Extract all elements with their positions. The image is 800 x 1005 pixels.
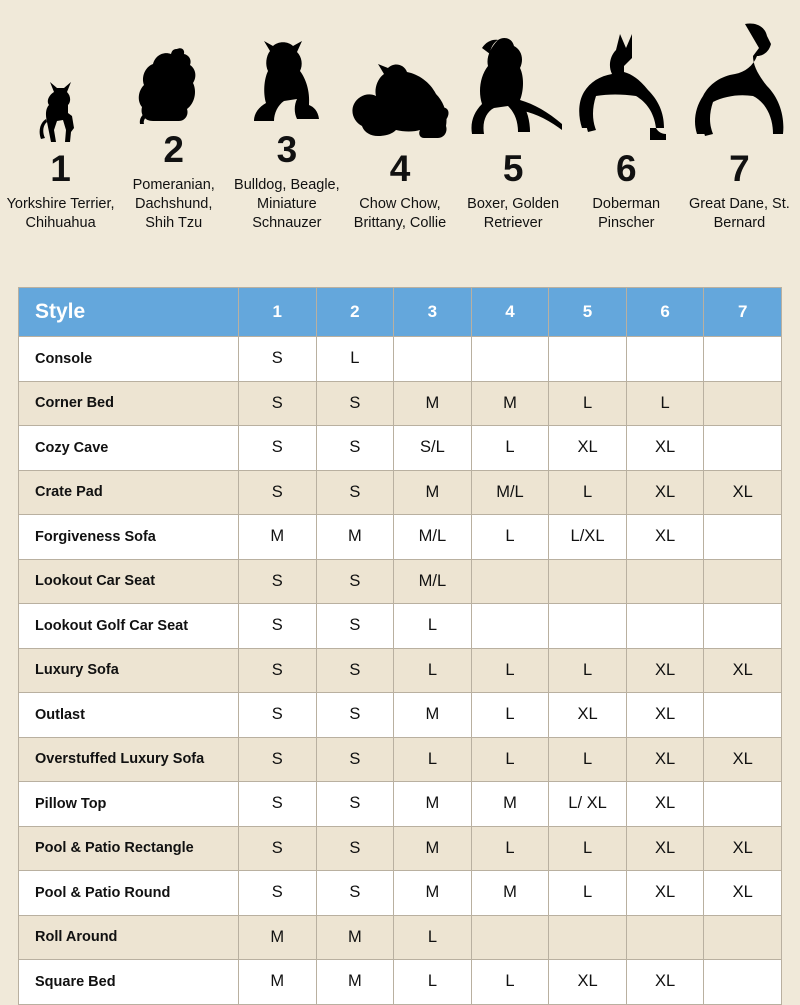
size-cell: XL <box>626 871 704 916</box>
size-cell <box>471 337 549 382</box>
size-cell: M <box>394 693 472 738</box>
dog-silhouette-icon <box>683 19 796 144</box>
size-cell: M <box>394 470 472 515</box>
size-cell: M <box>316 515 394 560</box>
table-header-row <box>19 288 782 337</box>
table-row <box>19 782 782 827</box>
table-row <box>19 337 782 382</box>
size-cell: M <box>394 782 472 827</box>
dog-silhouette-icon <box>117 0 230 125</box>
dog-silhouette-icon <box>230 0 343 125</box>
scale-number: 6 <box>615 148 637 190</box>
size-cell <box>549 604 627 649</box>
size-cell: L <box>471 693 549 738</box>
size-cell: L <box>394 960 472 1005</box>
size-cell <box>704 426 782 471</box>
scale-breeds: Great Dane, St. Bernard <box>689 195 790 231</box>
size-cell: L <box>316 337 394 382</box>
size-cell <box>394 337 472 382</box>
size-cell: XL <box>626 648 704 693</box>
style-name: Luxury Sofa <box>19 648 239 693</box>
scale-column-5 <box>457 19 570 233</box>
column-header-7: 7 <box>704 288 782 337</box>
size-cell: S <box>239 826 317 871</box>
scale-breeds: Bulldog, Beagle, Miniature Schnauzer <box>234 176 340 231</box>
size-cell <box>704 604 782 649</box>
scale-breeds: Boxer, Golden Retriever <box>467 195 560 231</box>
size-cell: S/L <box>394 426 472 471</box>
size-cell: S <box>239 693 317 738</box>
size-cell <box>471 559 549 604</box>
size-cell: L <box>549 871 627 916</box>
style-name: Corner Bed <box>19 381 239 426</box>
scale-number: 3 <box>276 129 298 170</box>
size-cell: L <box>471 960 549 1005</box>
style-name: Lookout Car Seat <box>19 559 239 604</box>
size-cell: S <box>239 604 317 649</box>
size-cell: M/L <box>394 515 472 560</box>
dog-silhouette-icon <box>343 19 456 144</box>
table-row <box>19 381 782 426</box>
scale-breeds: Doberman Pinscher <box>592 195 661 231</box>
size-cell: S <box>239 737 317 782</box>
size-cell: L <box>471 426 549 471</box>
size-cell: S <box>316 693 394 738</box>
dog-silhouette-icon <box>570 19 683 144</box>
size-cell <box>704 915 782 960</box>
size-cell: S <box>316 604 394 649</box>
table-row <box>19 426 782 471</box>
size-cell: S <box>239 782 317 827</box>
size-cell: L <box>394 737 472 782</box>
dog-size-scale <box>0 0 800 233</box>
size-cell: S <box>316 381 394 426</box>
table-row <box>19 826 782 871</box>
size-cell: L <box>549 470 627 515</box>
size-cell: S <box>316 470 394 515</box>
size-cell: XL <box>626 782 704 827</box>
size-cell <box>471 915 549 960</box>
size-cell: L <box>471 515 549 560</box>
size-cell: XL <box>704 470 782 515</box>
scale-column-6 <box>570 19 683 233</box>
style-name: Pool & Patio Round <box>19 871 239 916</box>
sizing-table-container <box>18 287 782 1005</box>
scale-column-2 <box>117 0 230 233</box>
style-name: Pillow Top <box>19 782 239 827</box>
size-cell <box>704 559 782 604</box>
size-cell: S <box>239 648 317 693</box>
style-name: Crate Pad <box>19 470 239 515</box>
dog-silhouette-icon <box>457 19 570 144</box>
style-name: Cozy Cave <box>19 426 239 471</box>
size-cell: L <box>626 381 704 426</box>
style-name: Forgiveness Sofa <box>19 515 239 560</box>
style-name: Roll Around <box>19 915 239 960</box>
scale-number: 1 <box>50 148 71 190</box>
size-cell: M <box>316 915 394 960</box>
size-cell <box>471 604 549 649</box>
size-cell: S <box>239 871 317 916</box>
table-row <box>19 871 782 916</box>
table-header <box>19 288 782 337</box>
table-row <box>19 693 782 738</box>
size-cell: S <box>239 426 317 471</box>
column-header-6: 6 <box>626 288 704 337</box>
column-header-style: Style <box>19 288 239 337</box>
scale-number: 4 <box>389 148 411 190</box>
size-cell: XL <box>626 470 704 515</box>
size-cell: M <box>239 960 317 1005</box>
table-row <box>19 915 782 960</box>
style-name: Console <box>19 337 239 382</box>
size-cell: L <box>549 381 627 426</box>
size-cell: L <box>394 915 472 960</box>
size-cell: S <box>316 782 394 827</box>
size-cell <box>626 559 704 604</box>
scale-number: 7 <box>729 148 750 190</box>
size-cell: S <box>316 648 394 693</box>
size-cell: L <box>394 604 472 649</box>
size-cell <box>626 604 704 649</box>
size-cell: M <box>316 960 394 1005</box>
scale-number: 2 <box>163 129 184 170</box>
size-cell: XL <box>704 826 782 871</box>
size-cell: XL <box>549 960 627 1005</box>
size-cell: S <box>316 826 394 871</box>
size-cell: L <box>471 737 549 782</box>
table-row <box>19 737 782 782</box>
size-cell: XL <box>626 737 704 782</box>
size-cell <box>549 915 627 960</box>
scale-breeds: Yorkshire Terrier, Chihuahua <box>6 195 115 231</box>
style-name: Lookout Golf Car Seat <box>19 604 239 649</box>
size-cell: S <box>239 337 317 382</box>
sizing-table <box>18 287 782 1005</box>
size-cell: L <box>471 826 549 871</box>
size-cell: L/ XL <box>549 782 627 827</box>
table-row <box>19 648 782 693</box>
column-header-2: 2 <box>316 288 394 337</box>
size-cell: M/L <box>394 559 472 604</box>
size-cell: XL <box>626 515 704 560</box>
column-header-3: 3 <box>394 288 472 337</box>
size-cell: L <box>549 826 627 871</box>
size-cell: XL <box>704 737 782 782</box>
size-cell: M <box>471 871 549 916</box>
size-cell: L <box>549 737 627 782</box>
size-cell: S <box>239 470 317 515</box>
scale-column-4 <box>343 19 456 233</box>
table-row <box>19 960 782 1005</box>
column-header-4: 4 <box>471 288 549 337</box>
table-row <box>19 515 782 560</box>
size-cell: XL <box>704 648 782 693</box>
table-row <box>19 470 782 515</box>
size-cell: M <box>471 782 549 827</box>
size-cell: M <box>471 381 549 426</box>
size-cell: XL <box>626 426 704 471</box>
scale-breeds: Pomeranian, Dachshund, Shih Tzu <box>132 176 215 231</box>
size-cell: XL <box>626 826 704 871</box>
size-cell: S <box>239 559 317 604</box>
size-cell: M <box>239 515 317 560</box>
scale-breeds: Chow Chow, Brittany, Collie <box>353 195 447 231</box>
size-cell <box>704 693 782 738</box>
size-cell: XL <box>626 960 704 1005</box>
style-name: Square Bed <box>19 960 239 1005</box>
column-header-5: 5 <box>549 288 627 337</box>
table-body <box>19 337 782 1005</box>
size-cell <box>704 337 782 382</box>
size-cell: XL <box>549 693 627 738</box>
style-name: Overstuffed Luxury Sofa <box>19 737 239 782</box>
size-cell: XL <box>626 693 704 738</box>
scale-column-7 <box>683 19 796 233</box>
size-cell <box>549 337 627 382</box>
size-cell: L <box>394 648 472 693</box>
size-cell <box>626 915 704 960</box>
style-name: Pool & Patio Rectangle <box>19 826 239 871</box>
size-cell: XL <box>549 426 627 471</box>
size-cell <box>704 381 782 426</box>
size-cell <box>704 960 782 1005</box>
size-cell: L <box>549 648 627 693</box>
size-cell <box>626 337 704 382</box>
column-header-1: 1 <box>239 288 317 337</box>
size-cell: L/XL <box>549 515 627 560</box>
size-cell: M <box>394 826 472 871</box>
size-cell: XL <box>704 871 782 916</box>
size-cell: M <box>394 381 472 426</box>
size-cell: L <box>471 648 549 693</box>
size-cell: S <box>316 426 394 471</box>
scale-number: 5 <box>502 148 524 190</box>
scale-column-1 <box>4 19 117 233</box>
scale-column-3 <box>230 0 343 233</box>
size-cell: M/L <box>471 470 549 515</box>
size-cell: S <box>316 737 394 782</box>
style-name: Outlast <box>19 693 239 738</box>
size-cell: S <box>316 871 394 916</box>
dog-silhouette-icon <box>4 19 117 144</box>
size-cell: S <box>239 381 317 426</box>
size-cell <box>549 559 627 604</box>
size-cell <box>704 782 782 827</box>
size-cell: S <box>316 559 394 604</box>
size-cell: M <box>394 871 472 916</box>
size-cell: M <box>239 915 317 960</box>
table-row <box>19 604 782 649</box>
table-row <box>19 559 782 604</box>
size-cell <box>704 515 782 560</box>
